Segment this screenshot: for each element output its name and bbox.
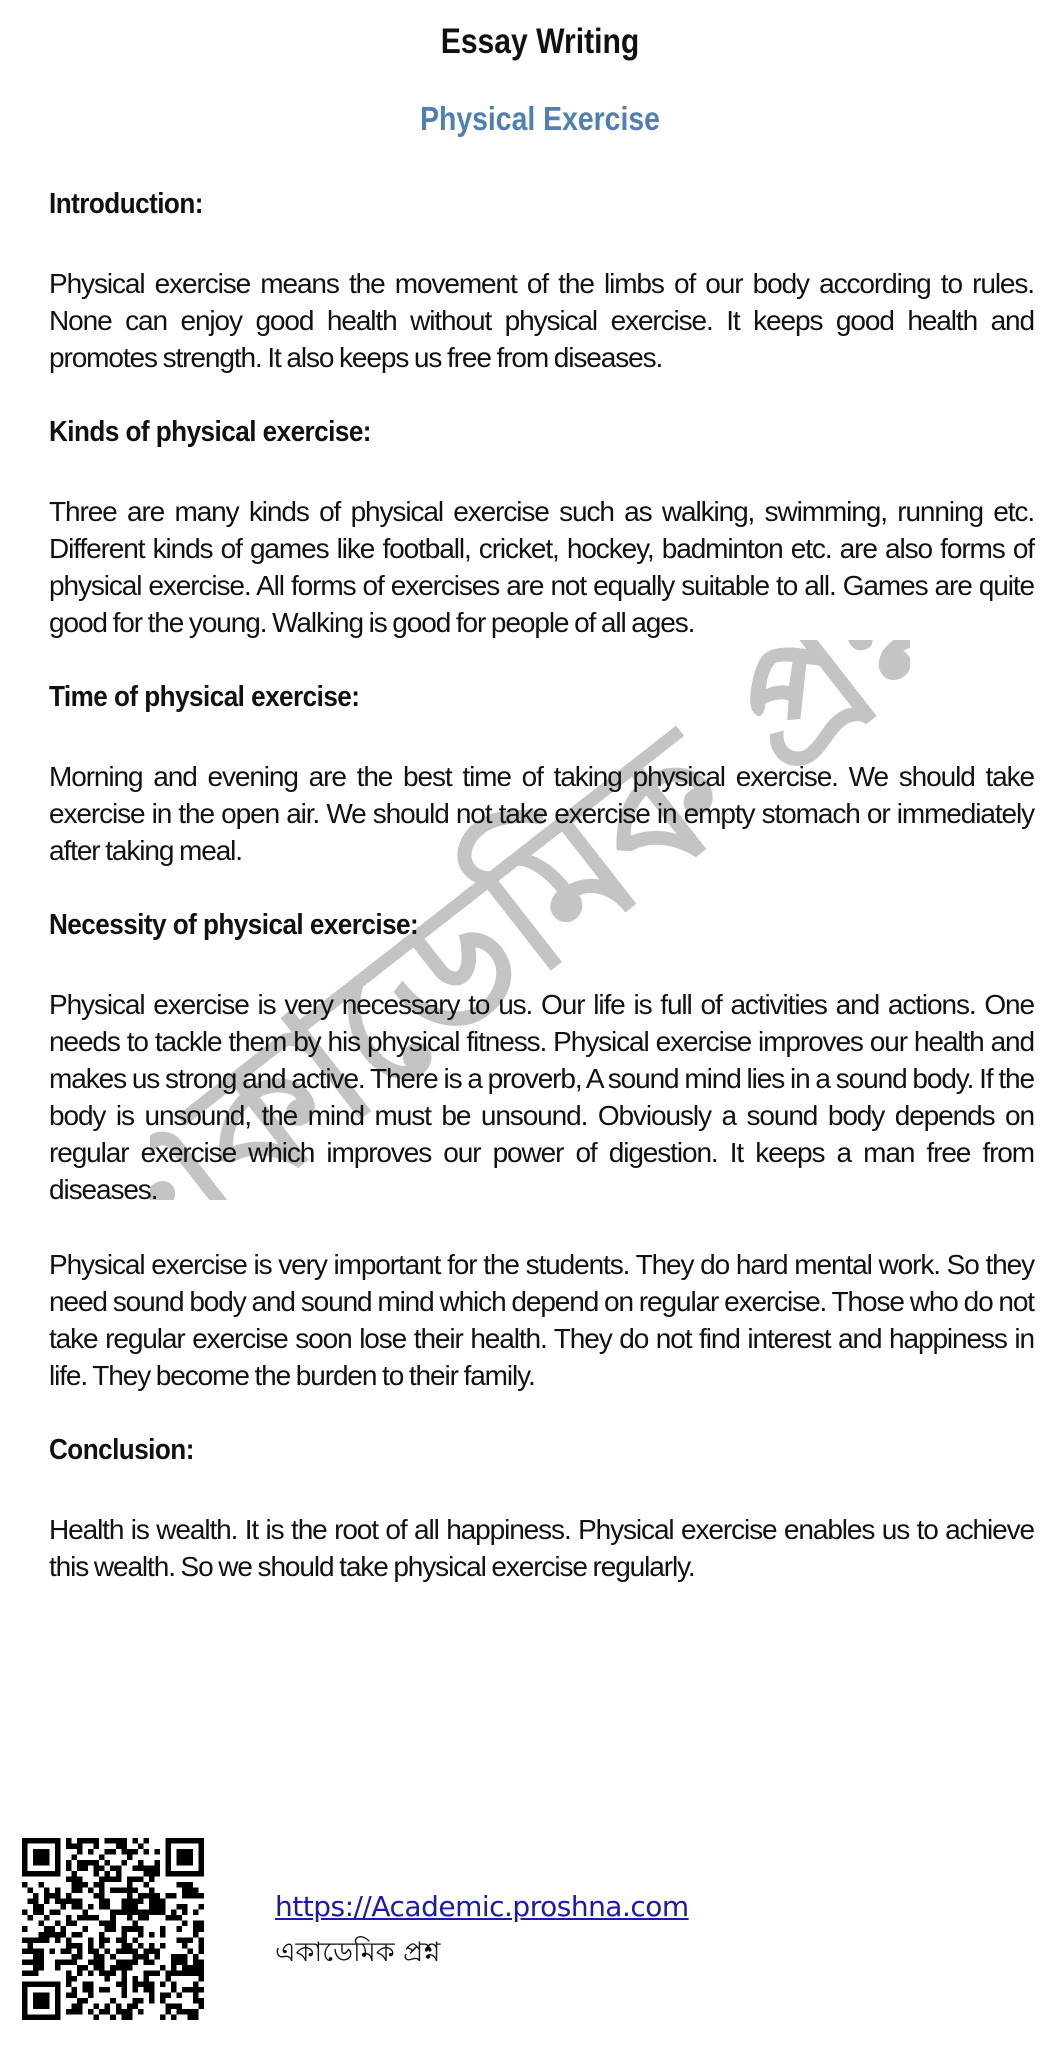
page-subtitle: Physical Exercise	[420, 100, 660, 137]
section-paragraph: Physical exercise means the movement of the limbs of our body according to rules. None can enjoy good health without physical exercise. It keeps good health and promotes strength. It also keeps us free from diseases.	[49, 268, 1034, 373]
section-heading: Time of physical exercise:	[49, 681, 360, 713]
section-paragraph: Physical exercise is very necessary to us. Our life is full of activities and actions. One needs to tackle them by his physical fitness. Physical exercise improves our health and makes us strong and active. There is a proverb, A sound mind lies in a sound body. If the body is unsound, the mind must be unsound. Obviously a sound body depends on regular exercise which improves our power of digestion. It keeps a man free from diseases.	[49, 989, 1034, 1205]
section-paragraph: Physical exercise is very important for the students. They do hard mental work. So they need sound body and sound mind which depend on regular exercise. Those who do not take regular exercise soon lose their health. They do not find interest and happiness in life. They become the burden to their family.	[49, 1249, 1034, 1391]
section-heading: Necessity of physical exercise:	[49, 909, 419, 941]
qr-code-icon	[22, 1838, 204, 2020]
website-link[interactable]: https://Academic.proshna.com	[275, 1890, 689, 1923]
section-paragraph: Three are many kinds of physical exercise such as walking, swimming, running etc. Different kinds of games like football, cricket, hockey, badminton etc. are also forms of physical exercise. All forms of exercises are not equally suitable to all. Games are quite good for the young. Walking is good for people of all ages.	[49, 496, 1034, 638]
section-heading: Kinds of physical exercise:	[49, 416, 371, 448]
qr-code-svg	[22, 1838, 204, 2020]
section-paragraph: Morning and evening are the best time of taking physical exercise. We should take exercise in the open air. We should not take exercise in empty stomach or immediately after taking meal.	[49, 761, 1034, 866]
section-paragraph: Health is wealth. It is the root of all happiness. Physical exercise enables us to achieve this wealth. So we should take physical exercise regularly.	[49, 1514, 1034, 1582]
footer-label: একাডেমিক প্রশ্ন	[275, 1937, 441, 1968]
section-heading: Conclusion:	[49, 1434, 194, 1466]
watermark-text: একাডেমিক প্রশ্ন	[150, 640, 910, 1200]
page-title: Essay Writing	[440, 22, 640, 61]
section-heading: Introduction:	[49, 188, 203, 220]
essay-body	[49, 186, 1034, 1623]
